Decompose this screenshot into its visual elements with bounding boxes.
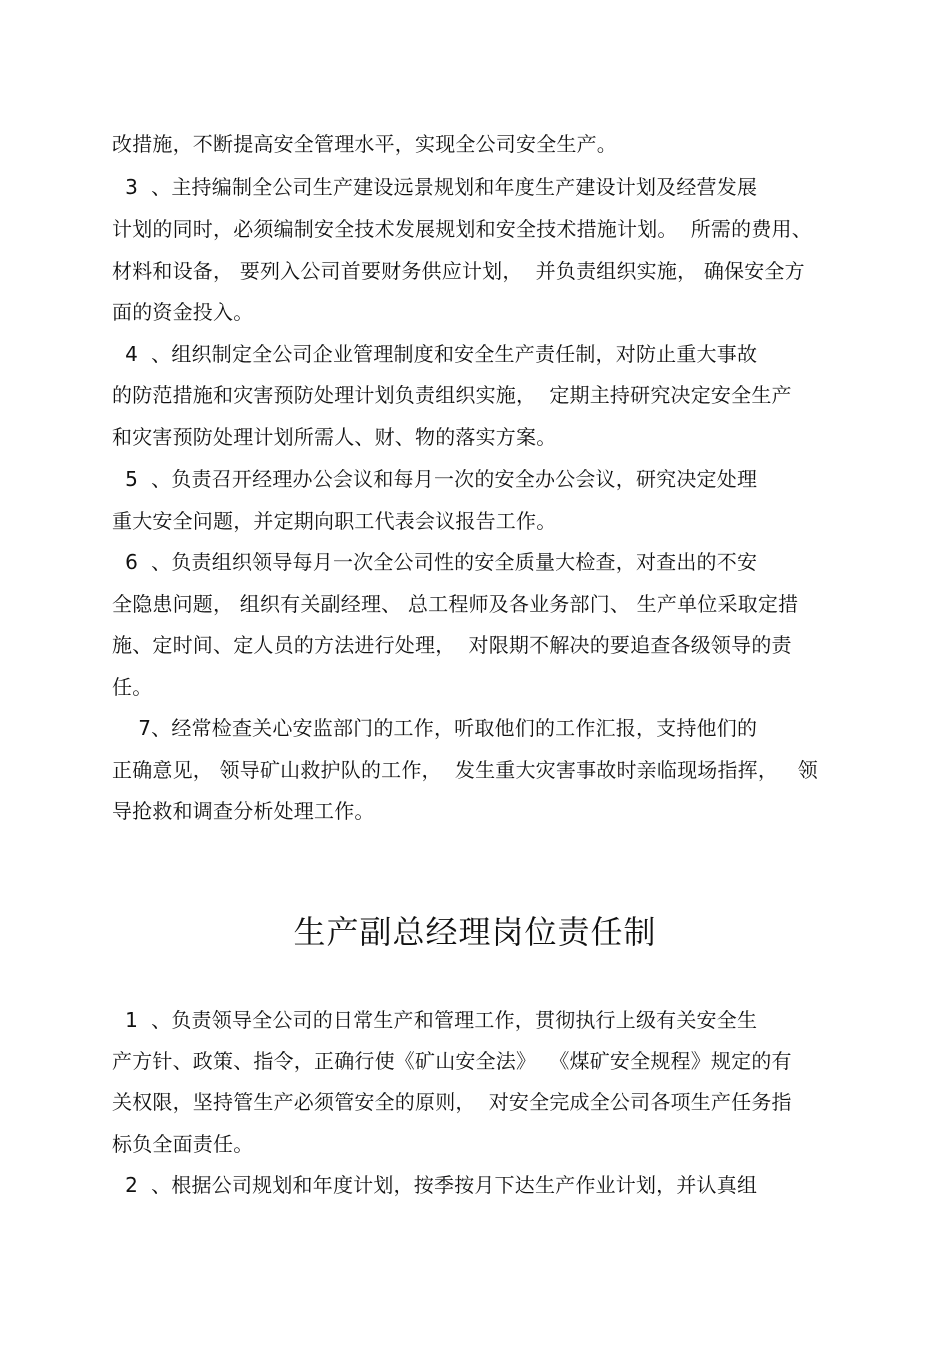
text-line: 任。 bbox=[112, 675, 153, 699]
text-line: 计划的同时，必须编制安全技术发展规划和安全技术措施计划。 所需的费用、 bbox=[112, 217, 812, 241]
text-line: 的防范措施和灾害预防处理计划负责组织实施， 定期主持研究决定安全生产 bbox=[112, 383, 792, 407]
text-line: 全隐患问题， 组织有关副经理、 总工程师及各业务部门、 生产单位采取定措 bbox=[112, 592, 799, 616]
text-line: 产方针、政策、指令，正确行使《矿山安全法》 《煤矿安全规程》规定的有 bbox=[112, 1049, 792, 1073]
text-line: 1 、负责领导全公司的日常生产和管理工作，贯彻执行上级有关安全生 bbox=[112, 1008, 758, 1032]
text-line: 7、经常检查关心安监部门的工作，听取他们的工作汇报，支持他们的 bbox=[112, 716, 758, 740]
text-line: 5 、负责召开经理办公会议和每月一次的安全办公会议，研究决定处理 bbox=[112, 467, 758, 491]
text-line: 和灾害预防处理计划所需人、财、物的落实方案。 bbox=[112, 425, 557, 449]
text-line: 材料和设备， 要列入公司首要财务供应计划， 并负责组织实施， 确保安全方 bbox=[112, 259, 805, 283]
text-line: 施、定时间、定人员的方法进行处理， 对限期不解决的要追查各级领导的责 bbox=[112, 633, 792, 657]
text-line: 2 、根据公司规划和年度计划，按季按月下达生产作业计划，并认真组 bbox=[112, 1173, 758, 1197]
text-line: 正确意见， 领导矿山救护队的工作， 发生重大灾害事故时亲临现场指挥， 领 bbox=[112, 758, 818, 782]
text-line: 标负全面责任。 bbox=[112, 1132, 254, 1156]
section-heading: 生产副总经理岗位责任制 bbox=[293, 913, 657, 951]
text-line: 3 、主持编制全公司生产建设远景规划和年度生产建设计划及经营发展 bbox=[112, 175, 758, 199]
text-line: 关权限，坚持管生产必须管安全的原则， 对安全完成全公司各项生产任务指 bbox=[112, 1090, 792, 1114]
text-line: 导抢救和调查分析处理工作。 bbox=[112, 799, 375, 823]
text-line: 改措施，不断提高安全管理水平，实现全公司安全生产。 bbox=[112, 132, 617, 156]
text-line: 6 、负责组织领导每月一次全公司性的安全质量大检查，对查出的不安 bbox=[112, 550, 758, 574]
text-line: 面的资金投入。 bbox=[112, 300, 254, 324]
text-line: 4 、组织制定全公司企业管理制度和安全生产责任制，对防止重大事故 bbox=[112, 342, 758, 366]
text-line: 重大安全问题，并定期向职工代表会议报告工作。 bbox=[112, 509, 557, 533]
